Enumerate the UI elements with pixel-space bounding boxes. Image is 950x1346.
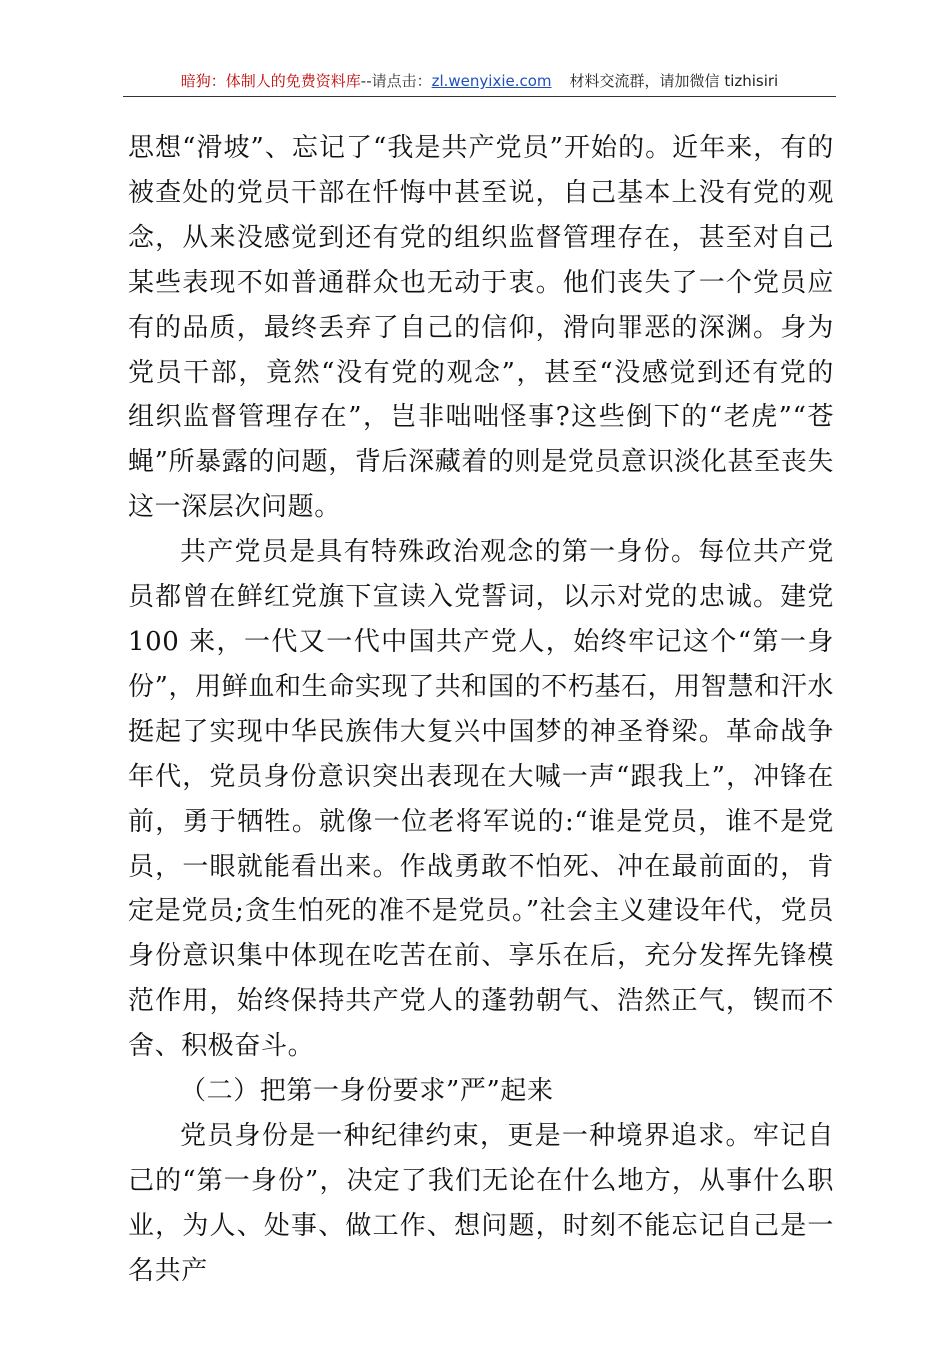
header-link[interactable]: zl.wenyixie.com [431,72,552,90]
header-prompt: --请点击： [360,72,432,90]
document-body [128,126,834,1294]
paragraph-1: 思想“滑坡”、忘记了“我是共产党员”开始的。近年来，有的被查处的党员干部在忏悔中甚至说，自己基本上没有党的观念，从来没感觉到还有党的组织监督管理存在，甚至对自己某些表现不如普通群众也无动于衷。他们丧失了一个党员应有的品质，最终丢弃了自己的信仰，滑向罪恶的深渊。身为党员干部，竟然“没有党的观念”，甚至“没感觉到还有党的组织监督管理存在”，岂非咄咄怪事?这些倒下的“老虎”“苍蝇”所暴露的问题，背后深藏着的则是党员意识淡化甚至丧失这一深层次问题。 [128,133,834,523]
header-contact: 材料交流群，请加微信 tizhisiri [569,72,779,90]
header-brand: 暗狗：体制人的免费资料库 [180,72,361,90]
paragraph-3: 党员身份是一种纪律约束，更是一种境界追求。牢记自己的“第一身份”，决定了我们无论在什么地方，从事什么职业，为人、处事、做工作、想问题，时刻不能忘记自己是一名共产 [128,1120,834,1286]
section-subheading: （二）把第一身份要求”严”起来 [180,1076,554,1107]
paragraph-2: 共产党员是具有特殊政治观念的第一身份。每位共产党员都曾在鲜红党旗下宣读入党誓词，以示对党的忠诚。建党 100 来，一代又一代中国共产党人，始终牢记这个“第一身份”，用鲜血和生命实现了共和国的不朽基石，用智慧和汗水挺起了实现中华民族伟大复兴中国梦的神圣脊梁。革命战争年代，党员身份意识突出表现在大喊一声“跟我上”，冲锋在前，勇于牺牲。就像一位老将军说的:“谁是党员，谁不是党员，一眼就能看出来。作战勇敢不怕死、冲在最前面的，肯定是党员;贪生怕死的准不是党员。”社会主义建设年代，党员身份意识集中体现在吃苦在前、享乐在后，充分发挥先锋模范作用，始终保持共产党人的蓬勃朝气、浩然正气，锲而不舍、积极奋斗。 [128,537,834,1062]
page-header [123,70,836,97]
